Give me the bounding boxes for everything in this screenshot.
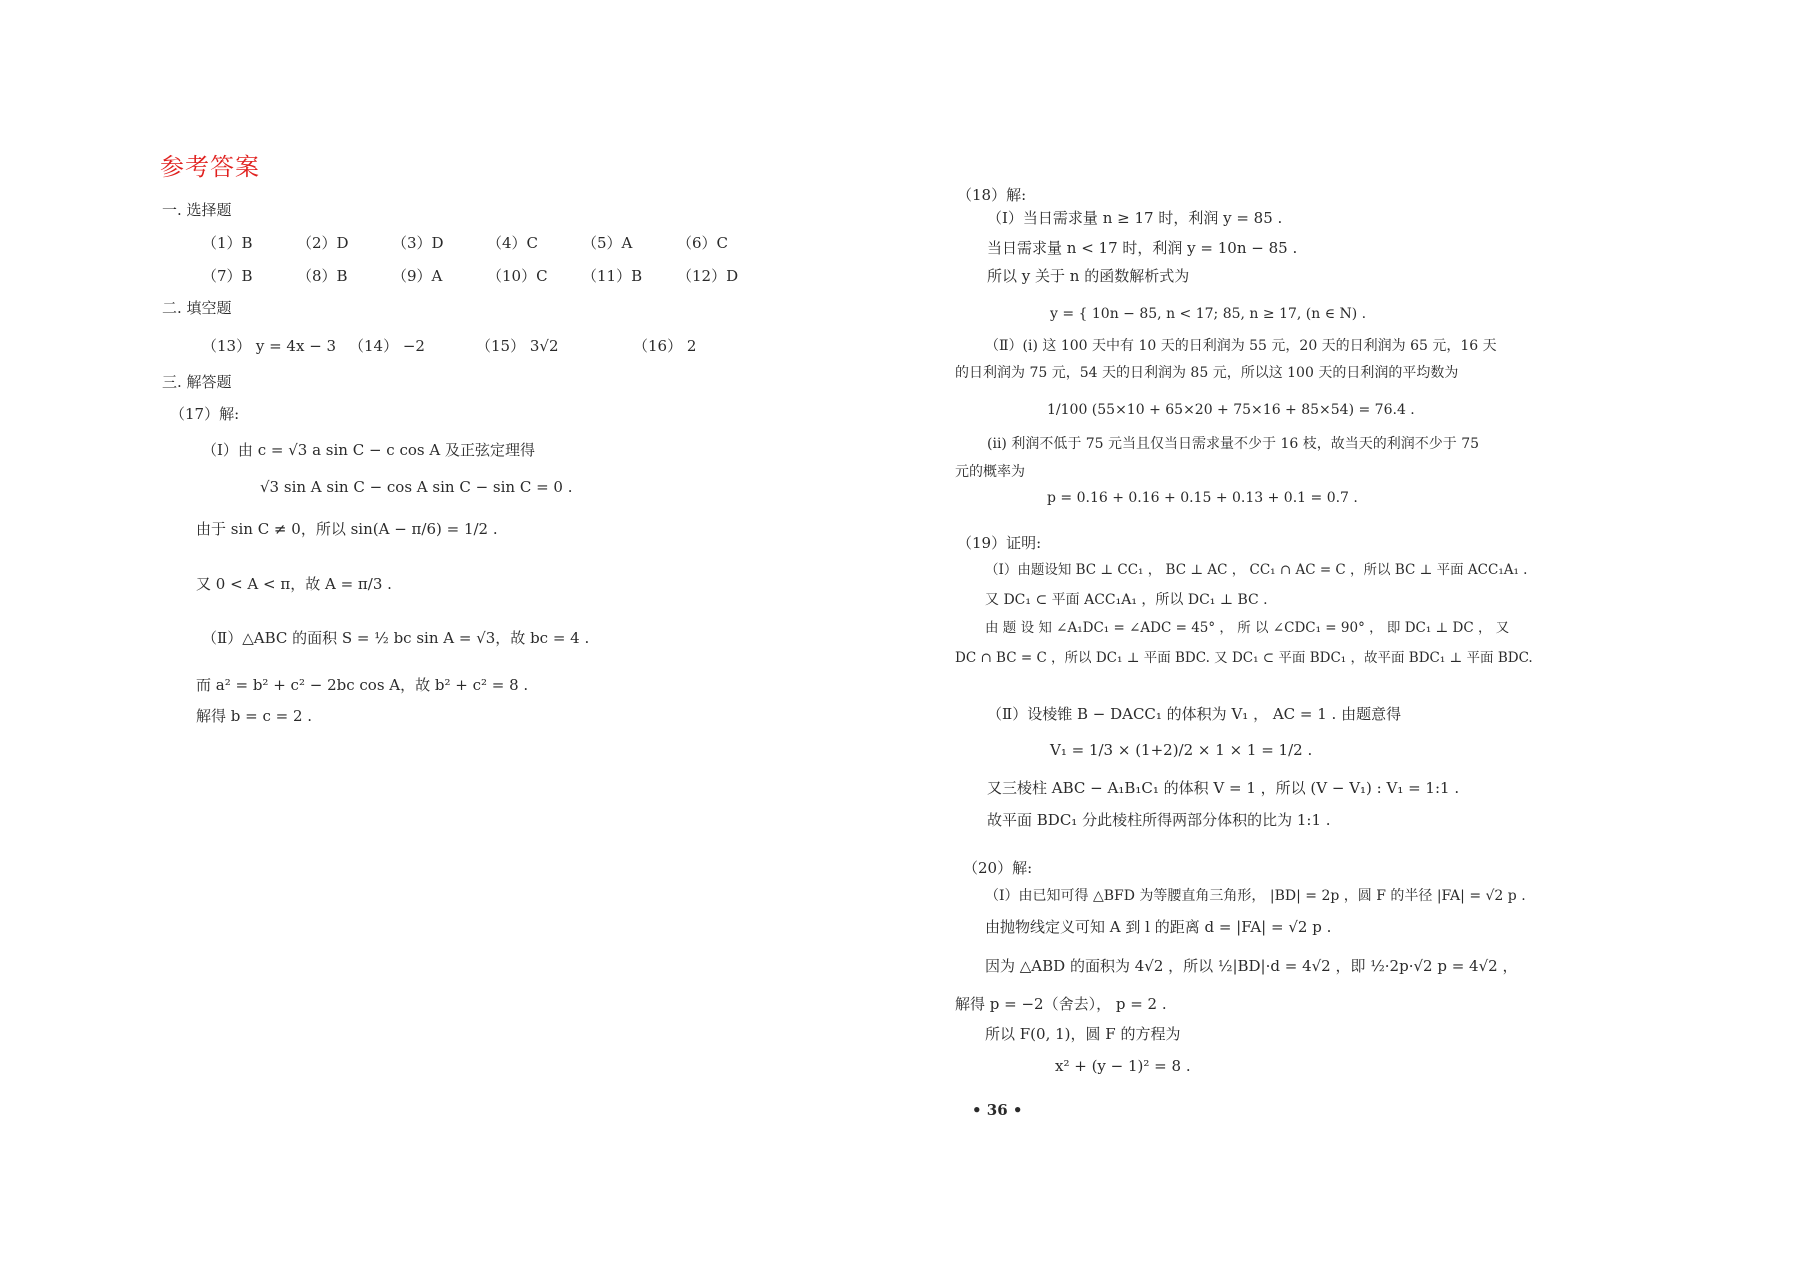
mc-answer: （3）D bbox=[392, 234, 444, 252]
q19-line: DC ∩ BC = C ，所以 DC₁ ⊥ 平面 BDC. 又 DC₁ ⊂ 平面 BDC₁ ，故平面 BDC₁ ⊥ 平面 BDC. bbox=[955, 650, 1533, 666]
q18-heading: （18）解: bbox=[957, 186, 1027, 204]
q18-line: 所以 y 关于 n 的函数解析式为 bbox=[987, 267, 1190, 285]
q18-piecewise: y = { 10n − 85, n < 17; 85, n ≥ 17, (n ∈ N) . bbox=[1050, 306, 1367, 322]
q19-heading: （19）证明: bbox=[957, 534, 1042, 552]
section-multiple-choice: 一. 选择题 bbox=[162, 201, 232, 219]
q18-line: p = 0.16 + 0.16 + 0.15 + 0.13 + 0.1 = 0.7 . bbox=[1047, 490, 1358, 506]
q20-line: （Ⅰ）由已知可得 △BFD 为等腰直角三角形， |BD| = 2p ，圆 F 的半径 |FA| = √2 p . bbox=[985, 888, 1526, 904]
mc-answer: （8）B bbox=[297, 267, 348, 285]
mc-row-1 bbox=[202, 233, 772, 253]
q19-line: （Ⅰ）由题设知 BC ⊥ CC₁ ， BC ⊥ AC ， CC₁ ∩ AC = C ，所以 BC ⊥ 平面 ACC₁A₁ . bbox=[985, 562, 1528, 578]
q18-line: 1/100 (55×10 + 65×20 + 75×16 + 85×54) = 76.4 . bbox=[1047, 402, 1415, 418]
mc-answer: （4）C bbox=[487, 234, 539, 252]
q17-line: 由于 sin C ≠ 0，所以 sin(A − π/6) = 1/2 . bbox=[196, 520, 498, 538]
fill-answer: （16） 2 bbox=[633, 337, 697, 355]
mc-answer: （7）B bbox=[202, 267, 253, 285]
q17-line: 又 0 < A < π，故 A = π/3 . bbox=[196, 575, 392, 593]
q18-line: （Ⅰ）当日需求量 n ≥ 17 时，利润 y = 85 . bbox=[987, 209, 1283, 227]
q19-line: 故平面 BDC₁ 分此棱柱所得两部分体积的比为 1:1 . bbox=[987, 811, 1331, 829]
q19-line: 又 DC₁ ⊂ 平面 ACC₁A₁ ，所以 DC₁ ⊥ BC . bbox=[985, 592, 1268, 608]
mc-row-2 bbox=[202, 266, 772, 286]
q20-line: 因为 △ABD 的面积为 4√2 ，所以 ½|BD|·d = 4√2 ，即 ½·2p·√2 p = 4√2 ， bbox=[985, 957, 1518, 975]
mc-answer: （1）B bbox=[202, 234, 253, 252]
mc-answer: （5）A bbox=[582, 234, 633, 252]
q18-line: 元的概率为 bbox=[955, 464, 1025, 480]
mc-answer: （11）B bbox=[582, 267, 643, 285]
page-number: • 36 • bbox=[972, 1101, 1023, 1119]
q19-line: V₁ = 1/3 × (1+2)/2 × 1 × 1 = 1/2 . bbox=[1050, 741, 1313, 759]
mc-answer: （10）C bbox=[487, 267, 548, 285]
q20-heading: （20）解: bbox=[963, 859, 1033, 877]
fill-answer: （13） y = 4x − 3 bbox=[202, 337, 337, 355]
mc-answer: （6）C bbox=[677, 234, 729, 252]
q17-line: （Ⅰ）由 c = √3 a sin C − c cos A 及正弦定理得 bbox=[202, 441, 535, 459]
q18-line: （Ⅱ）(ⅰ) 这 100 天中有 10 天的日利润为 55 元，20 天的日利润为 65 元，16 天 bbox=[985, 338, 1497, 354]
q19-line: 由 题 设 知 ∠A₁DC₁ = ∠ADC = 45° ， 所 以 ∠CDC₁ = 90° ， 即 DC₁ ⊥ DC ， 又 bbox=[985, 620, 1510, 636]
section-fill-in: 二. 填空题 bbox=[162, 299, 232, 317]
fill-row bbox=[202, 336, 696, 356]
page-title: 参考答案 bbox=[160, 153, 260, 181]
q20-line: x² + (y − 1)² = 8 . bbox=[1055, 1057, 1191, 1075]
q17-heading: （17）解: bbox=[170, 405, 240, 423]
fill-answer: （15） 3√2 bbox=[476, 337, 559, 355]
mc-answer: （9）A bbox=[392, 267, 443, 285]
q17-line: 而 a² = b² + c² − 2bc cos A，故 b² + c² = 8 . bbox=[196, 676, 529, 694]
fill-answer: （14） −2 bbox=[349, 337, 425, 355]
q17-line: （Ⅱ）△ABC 的面积 S = ½ bc sin A = √3，故 bc = 4 . bbox=[202, 629, 590, 647]
q19-line: 又三棱柱 ABC − A₁B₁C₁ 的体积 V = 1 ，所以 (V − V₁) : V₁ = 1:1 . bbox=[987, 779, 1460, 797]
q18-line: 的日利润为 75 元，54 天的日利润为 85 元，所以这 100 天的日利润的平均数为 bbox=[955, 365, 1459, 381]
mc-answer: （12）D bbox=[677, 267, 739, 285]
mc-answer: （2）D bbox=[297, 234, 349, 252]
q17-line: √3 sin A sin C − cos A sin C − sin C = 0 . bbox=[260, 478, 573, 496]
q18-line: 当日需求量 n < 17 时，利润 y = 10n − 85 . bbox=[987, 239, 1298, 257]
section-solutions: 三. 解答题 bbox=[162, 373, 232, 391]
q20-line: 由抛物线定义可知 A 到 l 的距离 d = |FA| = √2 p . bbox=[985, 918, 1332, 936]
q17-line: 解得 b = c = 2 . bbox=[196, 707, 313, 725]
q20-line: 所以 F(0, 1)，圆 F 的方程为 bbox=[985, 1025, 1181, 1043]
q18-line: (ⅱ) 利润不低于 75 元当且仅当日需求量不少于 16 枝，故当天的利润不少于 75 bbox=[987, 436, 1480, 452]
q19-line: （Ⅱ）设棱锥 B − DACC₁ 的体积为 V₁ ， AC = 1 . 由题意得 bbox=[987, 705, 1402, 723]
q20-line: 解得 p = −2（舍去）， p = 2 . bbox=[955, 995, 1167, 1013]
